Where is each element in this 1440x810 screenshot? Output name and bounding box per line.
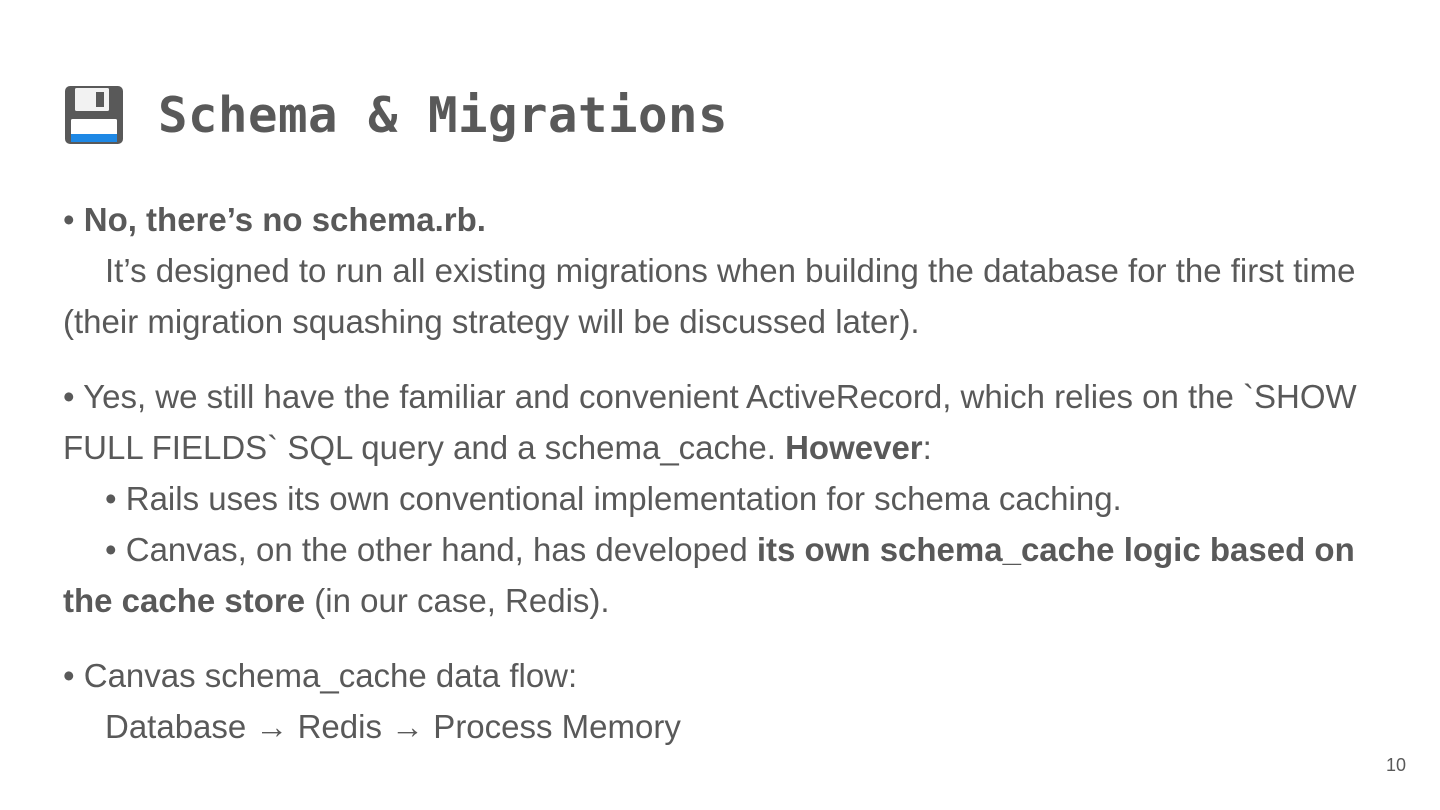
bullet-data-flow <box>63 650 1383 752</box>
floppy-disk-icon <box>64 85 124 145</box>
bullet-marker: • <box>63 201 84 238</box>
bullet-text: Yes, we still have the familiar and convenient ActiveRecord, which relies on the `SHOW FULL FIELDS` SQL query and a schema_cache. <box>63 378 1357 466</box>
bullet-marker: • <box>105 480 126 517</box>
bullet-tail: : <box>922 429 932 466</box>
bullet-text: Canvas schema_cache data flow: <box>83 657 578 694</box>
sub-bullet-text: Rails uses its own conventional implementation for schema caching. <box>125 480 1122 517</box>
bullet-marker: • <box>105 531 126 568</box>
bullet-emphasis: However <box>785 429 923 466</box>
bullet-no-schema <box>63 194 1383 347</box>
sub-bullet-rails <box>63 480 1122 517</box>
sub-bullet-tail: (in our case, Redis). <box>305 582 610 619</box>
page-title: Schema & Migrations <box>158 86 729 144</box>
bullet-activerecord <box>63 371 1383 626</box>
slide-body <box>63 194 1383 752</box>
page-number: 10 <box>1385 755 1406 775</box>
bullet-marker: • <box>63 378 84 415</box>
sub-bullet-canvas <box>63 531 757 568</box>
bullet-detail: It’s designed to run all existing migrations when building the database for the first time (their migration squashing strategy will be discussed later). <box>63 252 1356 340</box>
sub-bullet-emphasis: its own schema_cache logic based on the cache store <box>63 531 1355 619</box>
data-flow-line: Database → Redis → Process Memory <box>105 708 681 745</box>
bullet-heading: No, there’s no schema.rb. <box>83 201 486 238</box>
slide-title <box>64 82 728 148</box>
bullet-marker: • <box>63 657 84 694</box>
sub-bullet-text: Canvas, on the other hand, has developed <box>125 531 757 568</box>
